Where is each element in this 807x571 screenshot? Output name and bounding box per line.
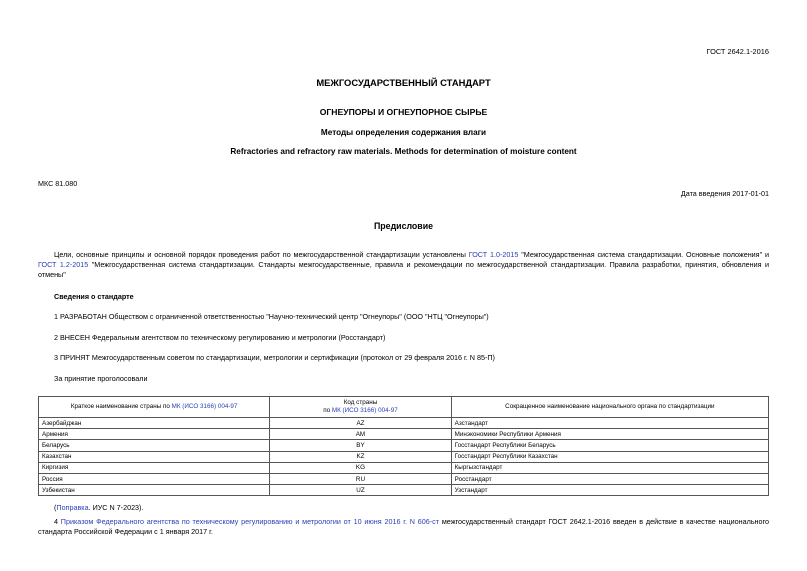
org-cell: Росстандарт (451, 473, 768, 484)
foreword-text-1: Цели, основные принципы и основной порядок проведения работ по межгосударственной стандартизации установлены (54, 250, 469, 259)
foreword-text-3: "Межгосударственная система стандартизации. Стандарты межгосударственные, правила и рекомендации по межгосударственной стандартизации. Правила разработки, принятия, обновления и отмены" (38, 260, 769, 280)
standard-name-en: Refractories and refractory raw materials. Methods for determination of moisture content (230, 147, 577, 156)
item-submitted: 2 ВНЕСЕН Федеральным агентством по техническому регулированию и метрологии (Росстандарт) (54, 333, 386, 342)
code-cell: KZ (270, 451, 451, 462)
header-org-name: Сокращенное наименование национального органа по стандартизации (451, 397, 768, 418)
code-cell: UZ (270, 485, 451, 496)
mk-iso-link[interactable]: МК (ИСО 3166) 004-97 (171, 403, 238, 410)
country-cell: Армения (39, 429, 270, 440)
gost-1-0-link[interactable]: ГОСТ 1.0-2015 (468, 250, 519, 259)
table-row (39, 440, 769, 451)
org-cell: Госстандарт Республики Казахстан (451, 451, 768, 462)
voted-label: За принятие проголосовали (54, 374, 148, 383)
item-developed: 1 РАЗРАБОТАН Обществом с ограниченной ответственностью "Научно-технический центр "Огнеупоры" (ООО "НТЦ "Огнеупоры") (54, 312, 489, 321)
item-enacted: 4 Приказом Федерального агентства по техническому регулированию и метрологии от 10 июня 2016 г. N 606-ст межгосударственный стандарт ГОСТ 2642.1-2016 введен в действие в качестве национального стандарта Российской Федерации с 1 января 2017 г. (38, 517, 769, 537)
org-cell: Узстандарт (451, 485, 768, 496)
country-cell: Азербайджан (39, 418, 270, 429)
info-heading: Сведения о стандарте (54, 292, 134, 301)
country-cell: Беларусь (39, 440, 270, 451)
header-country-name: Краткое наименование страны по МК (ИСО 3166) 004-97 (39, 397, 270, 418)
table-row (39, 418, 769, 429)
table-row (39, 451, 769, 462)
country-cell: Киргизия (39, 462, 270, 473)
item-adopted: 3 ПРИНЯТ Межгосударственным советом по стандартизации, метрологии и сертификации (протокол от 29 февраля 2016 г. N 85-П) (54, 353, 495, 362)
org-cell: Азстандарт (451, 418, 768, 429)
code-cell: KG (270, 462, 451, 473)
org-cell: Госстандарт Республики Беларусь (451, 440, 768, 451)
table-row (39, 429, 769, 440)
mk-iso-link[interactable]: МК (ИСО 3166) 004-97 (331, 407, 398, 414)
table-row (39, 462, 769, 473)
foreword-text-2: "Межгосударственная система стандартизации. Основные положения" и (518, 250, 769, 259)
amendment-note: (Поправка. ИУС N 7-2023). (54, 503, 144, 512)
org-cell: Минэкономики Республики Армения (451, 429, 768, 440)
code-cell: AZ (270, 418, 451, 429)
code-cell: BY (270, 440, 451, 451)
header-country-code: Код страны по МК (ИСО 3166) 004-97 (270, 397, 451, 418)
table-row (39, 473, 769, 484)
standard-subject: ОГНЕУПОРЫ И ОГНЕУПОРНОЕ СЫРЬЕ (319, 107, 488, 117)
table-header-row (39, 397, 769, 418)
table-row (39, 485, 769, 496)
code-cell: AM (270, 429, 451, 440)
order-link[interactable]: Приказом Федерального агентства по техническому регулированию и метрологии от 10 июня 2016 г. N 606-ст (60, 517, 440, 526)
standard-name-ru: Методы определения содержания влаги (320, 128, 487, 137)
foreword-heading: Предисловие (373, 221, 434, 231)
document-code: ГОСТ 2642.1-2016 (706, 47, 769, 56)
introduction-date: Дата введения 2017-01-01 (680, 189, 769, 198)
mks-code: МКС 81.080 (38, 179, 78, 188)
country-cell: Узбекистан (39, 485, 270, 496)
country-cell: Россия (39, 473, 270, 484)
foreword-paragraph (38, 250, 769, 281)
org-cell: Кыргызстандарт (451, 462, 768, 473)
code-cell: RU (270, 473, 451, 484)
voting-countries-table (38, 396, 769, 496)
amendment-link[interactable]: Поправка (56, 503, 89, 512)
standard-title: МЕЖГОСУДАРСТВЕННЫЙ СТАНДАРТ (316, 77, 491, 88)
gost-1-2-link[interactable]: ГОСТ 1.2-2015 (38, 260, 89, 270)
country-cell: Казахстан (39, 451, 270, 462)
